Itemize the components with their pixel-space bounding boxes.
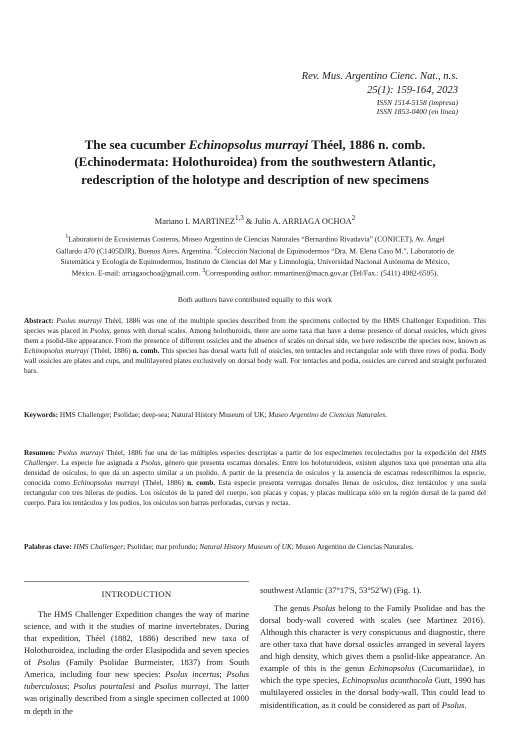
- resumen-text: Esta especie presenta verrugas dorsales llenas de osículos, diez tentáculos y una suela rectangular con tres hileras de podios. Los osículos de la pared del cuerpo, son placas y copas, y placas multicapa sólo en la región dorsal de la pared del cuerpo. Para los tentáculos y los podios, los osículos son barras perforadas, curvas y rectas.: [24, 477, 486, 507]
- resumen-text: . La especie fue asignada a: [56, 457, 141, 467]
- resumen-text: (Théel, 1886): [139, 477, 188, 487]
- title-line2: (Echinodermata: Holothuroidea) from the southwestern Atlantic,: [74, 154, 436, 170]
- abstract-label: Abstract:: [24, 316, 54, 325]
- title-line3: redescription of the holotype and description of new specimens: [81, 171, 429, 187]
- article-title: [30, 136, 480, 188]
- abstract: [24, 316, 486, 376]
- body-text: (Cucumariidae), in which the type species,: [260, 663, 485, 686]
- expedition-name: HMS Challenger: [24, 448, 486, 467]
- keywords-text: HMS Challenger; Psolidae; deep-sea; Natural History Museum of UK;: [58, 410, 269, 419]
- author-list: [30, 214, 480, 226]
- resumen-text: , género que presenta escamas dorsales. Entre los holoturoideos, existen algunos taxa que presentan una alta densidad de osículos, lo que da un aspecto similar a un psolido. A partir de la presencia de osículos y la ausencia de escamas redescribimos la especie, conocida como: [24, 457, 486, 487]
- genus-name: Psolus: [90, 325, 110, 335]
- palabras-clave: [24, 542, 486, 552]
- intro-paragraph-1-continued: southwest Atlantic (37°17'S, 53°52'W) (Fig. 1).: [260, 585, 422, 595]
- author-affil-marker: 1,3: [235, 214, 244, 222]
- palabras-label: Palabras clave:: [24, 542, 72, 551]
- body-text: . The latter was originally described from a single specimen collected at 1000 m depth in the: [24, 681, 249, 716]
- title-text: The sea cucumber: [84, 137, 189, 152]
- new-combination: n. comb.: [187, 477, 216, 487]
- author-name: Julio A. ARRIAGA OCHOA: [254, 216, 352, 226]
- palabras-italic: Natural History Museum of UK: [199, 542, 292, 551]
- author-affil-marker: 2: [351, 214, 356, 222]
- keywords-italic: Museo Argentino de Ciencias Naturales: [268, 410, 386, 419]
- intro-paragraph-1: [24, 608, 249, 717]
- body-text: The genus: [274, 603, 313, 613]
- affiliation-1: Laboratorio de Ecosistemas Costeros, Museo Argentino de Ciencias Naturales “Bernardino Rivadavia” (CONICET), Av. Ángel Gallardo 470 (C1405DJR), Buenos Aires, Argentina.: [55, 234, 445, 256]
- species-name: Echinopsolus murrayi: [24, 345, 89, 355]
- affil-marker: 2: [214, 245, 218, 252]
- affil-marker: 3: [202, 268, 206, 275]
- author-separator: &: [243, 216, 255, 226]
- species-name: Echinopsolus murrayi: [73, 477, 140, 487]
- body-text: ;: [67, 681, 74, 692]
- body-text: (Family Psolidae Burmeister, 1837) from South America, including four new species:: [24, 657, 249, 680]
- title-species: Echinopsolus murrayi: [188, 137, 309, 152]
- genus-name: Echinopsolus: [368, 663, 415, 674]
- resumen: [24, 448, 486, 508]
- species-name: Psolus pourtalesi: [73, 681, 135, 692]
- species-name: Psolus murrayi: [57, 448, 104, 457]
- body-text: .: [464, 699, 467, 710]
- keywords-text: .: [385, 410, 387, 419]
- species-name: Psolus murrayi: [154, 681, 209, 692]
- genus-name: Psolus: [441, 699, 465, 710]
- species-name: Psolus incertus: [164, 669, 220, 680]
- body-text: and: [134, 681, 155, 692]
- abstract-text: This species has dorsal warts full of ossicles, ten tentacles and rectangular sole with three rows of podia. Body wall ossicles are plates and cups, and multilayered plates exclusively on dorsal body wall. For tentacles and podia, ossicles are curved and straight perforated bars.: [24, 345, 486, 375]
- palabras-italic: HMS Challenger: [71, 542, 124, 551]
- journal-header: [302, 70, 458, 117]
- journal-name: Rev. Mus. Argentino Cienc. Nat., n.s.: [301, 71, 458, 82]
- body-text: The HMS Challenger Expedition changes the way of marine science, and with it the studies of marine invertebrates. During that expedition, Théel (1882, 1886) described new taxa of Holothuroidea, including the order Elasipodida and seven species of: [24, 609, 249, 668]
- resumen-text: Théel, 1886 fue una de las múltiples especies descriptas a partir de los especímenes recolectados por la expedición del: [103, 448, 471, 457]
- palabras-text: ; Museo Argentino de Ciencias Naturales.: [291, 542, 414, 551]
- species-name: Psolus tuberculosus: [24, 669, 249, 692]
- affil-marker: 1: [65, 234, 69, 240]
- genus-name: Psolus: [37, 657, 61, 668]
- abstract-text: (Théel, 1886): [88, 345, 133, 355]
- species-name: Echinopsolus acanthocola: [342, 675, 433, 686]
- affiliation-3: Corresponding author: mmartinez@macn.gov.ar (Tel/Fax.: (5411) 4982-6595).: [205, 268, 439, 278]
- abstract-text: , genus with dorsal scales. Among holothuroids, there are some taxa that have a dense presence of dorsal ossicles, which gives them a psolid-like appearance. From the presence of different ossicles and the absence of scales on dorsal side, we here redescribe the species now, known as: [24, 325, 486, 345]
- section-heading-introduction: INTRODUCTION: [101, 589, 172, 599]
- genus-name: Psolus: [312, 603, 336, 613]
- section-divider: [24, 581, 249, 582]
- keywords-label: Keywords:: [24, 410, 59, 419]
- author-name: Mariano I. MARTINEZ: [154, 216, 235, 226]
- abstract-text: Théel, 1886 was one of the multiple species described from the specimens collected by the HMS Challenger Expedition. This species was placed in: [24, 316, 487, 335]
- palabras-text: ; Psolidae; mar profundo;: [123, 542, 200, 551]
- title-text: Théel, 1886 n. comb.: [308, 137, 426, 152]
- resumen-label: Resumen:: [24, 448, 56, 457]
- affiliations: [52, 233, 458, 279]
- affiliation-2: Colección Nacional de Equinodermos “Dra. M. Elena Caso M.”, Laboratorio de Sistemática y Ecología de Equinodermos, Instituto de Ciencias del Mar y Limnología, Universidad Nacional Autónoma de México, México. E-mail: arriagaochoa@gmail.com.: [60, 246, 455, 278]
- issn-print: ISSN 1514-5158 (impresa): [376, 97, 458, 107]
- intro-paragraph-2: [260, 602, 485, 711]
- new-combination: n. comb.: [132, 345, 160, 355]
- genus-name: Psolus: [140, 457, 161, 467]
- body-text: belong to the Family Psolidae and has the dorsal body-wall covered with scales (see Martinez 2016). Although this character is very conspicuous and diagnostic, there are other taxa that have dorsal ossicles arranged in several layers and high density, which gives them a psolid-like appearance. An example of this is the genus: [260, 603, 485, 674]
- body-text: Gutt, 1990 has multilayered ossicles in the dorsal body-wall. This could lead to misidentification, as it could be considered as part of: [260, 675, 485, 710]
- contribution-note: Both authors have contributed equally to this work: [177, 295, 333, 304]
- journal-volume: 25(1): 159-164, 2023: [367, 84, 458, 96]
- issn-online: ISSN 1853-0400 (en línea): [376, 107, 458, 117]
- species-name: Psolus murrayi: [56, 316, 102, 325]
- title-line1: [85, 137, 426, 152]
- keywords: [24, 410, 486, 420]
- body-text: ;: [219, 669, 227, 680]
